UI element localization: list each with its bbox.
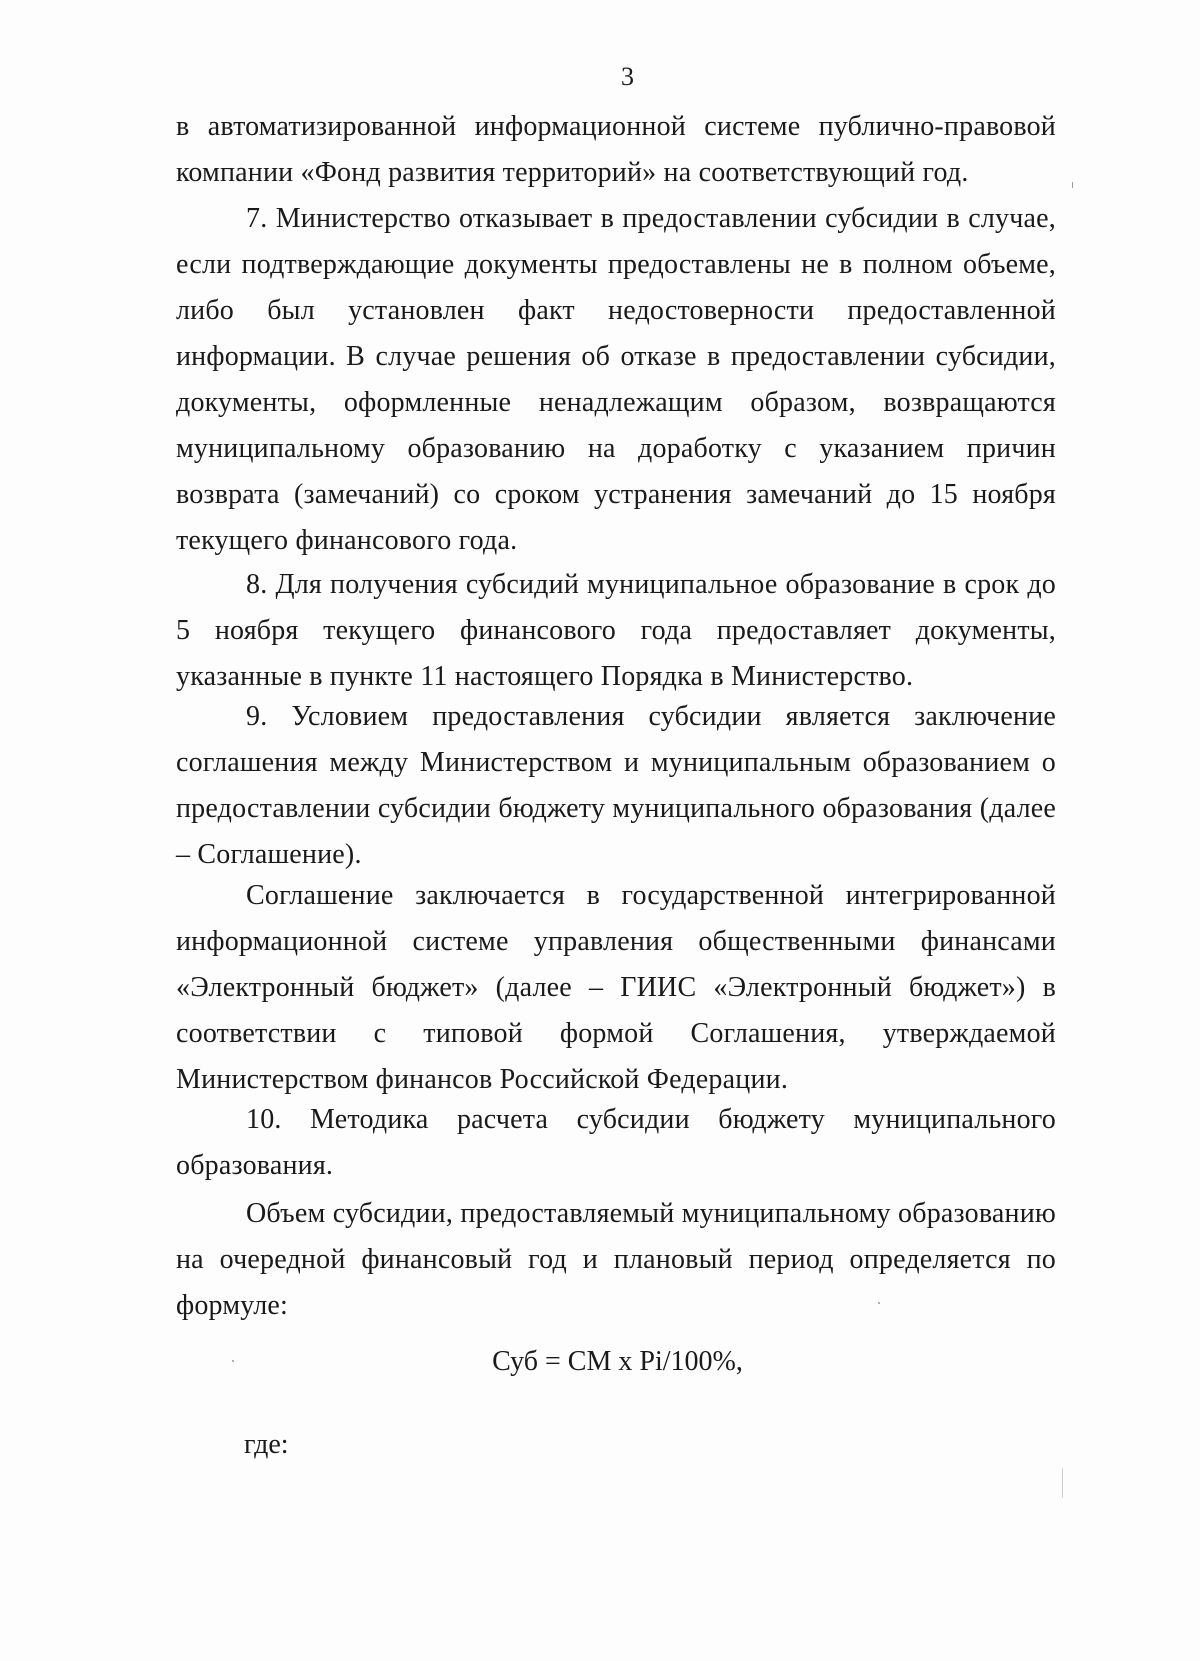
scan-speck [232, 1360, 234, 1362]
page-number: 3 [621, 62, 634, 91]
paragraph-intro: в автоматизированной информационной системе публично-правовой компании «Фонд развития территорий» на соответствующий год. [176, 111, 1056, 188]
paragraph-9: 9. Условием предоставления субсидии является заключение соглашения между Министерством и муниципальным образованием о предоставлении субсидии бюджету муниципального образования (далее – Соглашение). [176, 701, 1056, 870]
paragraph-subsidy-volume: Объем субсидии, предоставляемый муниципальному образованию на очередной финансовый год и плановый период определяется по формуле: [176, 1198, 1056, 1321]
paragraph-agreement: Соглашение заключается в государственной интегрированной информационной системе управления общественными финансами «Электронный бюджет» (далее – ГИИС «Электронный бюджет») в соответствии с типовой формой Соглашения, утверждаемой Министерством финансов Российской Федерации. [176, 880, 1056, 1095]
scan-speck [1072, 182, 1073, 188]
scan-speck [1062, 1468, 1063, 1498]
paragraph-10: 10. Методика расчета субсидии бюджету муниципального образования. [176, 1104, 1056, 1181]
scan-speck [878, 1302, 880, 1304]
paragraph-7: 7. Министерство отказывает в предоставлении субсидии в случае, если подтверждающие документы предоставлены не в полном объеме, либо был установлен факт недостоверности предоставленной информации. В случае решения об отказе в предоставлении субсидии, документы, оформленные ненадлежащим образом, возвращаются муниципальному образованию на доработку с указанием причин возврата (замечаний) со сроком устранения замечаний до 15 ноября текущего финансового года. [176, 203, 1056, 556]
where-label: где: [244, 1429, 289, 1460]
formula: Суб = СМ х Pi/100%, [492, 1346, 743, 1377]
paragraph-8: 8. Для получения субсидий муниципальное образование в срок до 5 ноября текущего финансового года предоставляет документы, указанные в пункте 11 настоящего Порядка в Министерство. [176, 569, 1056, 692]
